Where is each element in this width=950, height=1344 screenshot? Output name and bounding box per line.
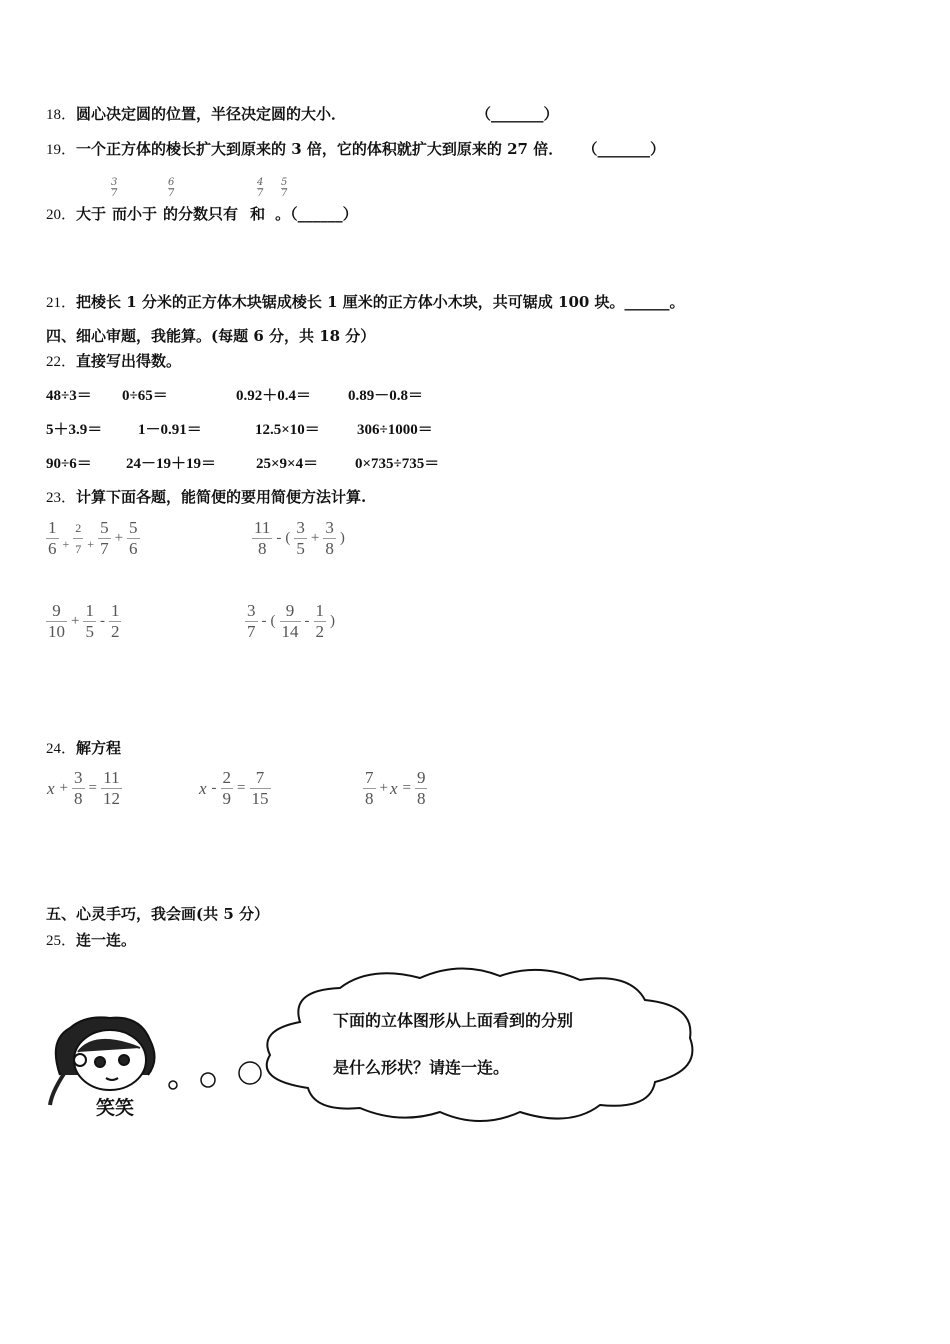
fraction: $\frac{5}{6}$ — [129, 518, 138, 558]
fraction: $\frac{1}{5}$ — [85, 601, 94, 641]
thought-illustration — [40, 960, 710, 1130]
expression-1: $\frac{1}{6}$ + $\frac{2}{7}$ + $\frac{5}{7}$ + $\frac{5}{6}$ — [48, 518, 138, 558]
section-5-title: 五、心灵手巧，我会画(共 5 分） — [46, 905, 269, 923]
question-text: 一个正方体的棱长扩大到原来的 3 倍，它的体积就扩大到原来的 27 倍． — [76, 140, 564, 158]
fraction: $\frac{1}{6}$ — [48, 518, 57, 558]
calc-item: 12.5×10＝ — [255, 422, 320, 438]
question-text: 把棱长 1 分米的正方体木块锯成棱长 1 厘米的正方体小木块，共可锯成 100 块。______。 — [76, 293, 685, 311]
fraction: $\frac{1}{2}$ — [110, 601, 120, 641]
calc-item: 1－0.91＝ — [138, 422, 202, 438]
question-22 — [46, 350, 181, 371]
question-number: 19． — [46, 142, 77, 158]
cloud-text-line1: 下面的立体图形从上面看到的分别 — [333, 1011, 574, 1030]
fraction: $\frac{7}{15}$ — [251, 768, 269, 808]
fraction: $\frac{3}{8}$ — [325, 518, 334, 558]
girl-icon — [50, 1017, 155, 1105]
fraction: $\frac{9}{10}$ — [48, 601, 65, 641]
calc-item: 0÷65＝ — [122, 388, 168, 404]
question-text: 圆心决定圆的位置，半径决定圆的大小． — [76, 105, 347, 123]
thought-dot-small — [169, 1081, 177, 1089]
question-21 — [46, 291, 685, 312]
fraction: $\frac{9}{14}$ — [281, 601, 299, 641]
equation-1: x + $\frac{3}{8}$ = $\frac{11}{12}$ — [47, 768, 120, 808]
answer-blank[interactable]: （_______） — [476, 105, 559, 123]
question-title: 直接写出得数。 — [76, 352, 182, 370]
question-24 — [46, 737, 121, 758]
question-title: 解方程 — [76, 739, 122, 757]
equation-2: x - $\frac{2}{9}$ = $\frac{7}{15}$ — [199, 768, 269, 808]
fraction: $\frac{2}{7}$ — [75, 521, 82, 556]
question-number: 18． — [46, 107, 77, 123]
calc-item: 5＋3.9＝ — [46, 422, 103, 438]
fraction: $\frac{2}{9}$ — [222, 768, 232, 808]
calc-item: 25×9×4＝ — [256, 456, 319, 472]
fraction: $\frac{3}{8}$ — [74, 768, 83, 808]
answer-blank[interactable]: （_______） — [582, 140, 665, 158]
thought-dot-large — [239, 1062, 261, 1084]
fraction: $\frac{11}{8}$ — [254, 518, 271, 558]
answer-blank[interactable]: 。（______） — [275, 205, 358, 223]
thought-dot-medium — [201, 1073, 215, 1087]
fraction: $\frac{1}{2}$ — [315, 601, 324, 641]
question-number: 21． — [46, 295, 77, 311]
fraction: $\frac{11}{12}$ — [102, 768, 120, 808]
equation-3: $\frac{7}{8}$ + x = $\frac{9}{8}$ — [365, 768, 426, 808]
calc-item: 0.92＋0.4＝ — [236, 388, 312, 404]
fraction-4-7: $\frac{4}{7}$ — [257, 177, 264, 199]
fraction: $\frac{7}{8}$ — [365, 768, 374, 808]
question-number: 24． — [46, 741, 77, 757]
question-20 — [46, 203, 358, 224]
expression-2: $\frac{11}{8}$ - ( $\frac{3}{5}$ + $\frac{3}{8}$ ) — [254, 518, 345, 558]
calc-item: 306÷1000＝ — [357, 422, 433, 438]
fraction: $\frac{3}{7}$ — [247, 601, 256, 641]
calc-item: 90÷6＝ — [46, 456, 92, 472]
calc-item: 24－19＋19＝ — [126, 456, 217, 472]
expression-4: $\frac{3}{7}$ - ( $\frac{9}{14}$ - $\frac{1}{2}$ ) — [247, 601, 335, 641]
question-25 — [46, 929, 136, 950]
question-number: 22． — [46, 354, 77, 370]
section-4-title: 四、细心审题，我能算。(每题 6 分，共 18 分） — [46, 327, 376, 345]
calc-item: 48÷3＝ — [46, 388, 92, 404]
calc-item: 0.89－0.8＝ — [348, 388, 424, 404]
calc-item: 0×735÷735＝ — [355, 456, 440, 472]
question-number: 23． — [46, 490, 77, 506]
question-number: 20． — [46, 207, 77, 223]
expression-3: $\frac{9}{10}$ + $\frac{1}{5}$ - $\frac{1}{2}$ — [48, 601, 120, 641]
cloud-text-line2: 是什么形状？请连一连。 — [333, 1058, 510, 1077]
fraction: $\frac{9}{8}$ — [416, 768, 426, 808]
question-18 — [46, 103, 346, 124]
question-23 — [46, 486, 366, 507]
question-text-4: 和 — [250, 205, 266, 223]
question-text-1: 大于 — [76, 205, 107, 223]
girl-caption: 笑笑 — [96, 1097, 135, 1119]
fraction-6-7: $\frac{6}{7}$ — [168, 177, 175, 199]
fraction: $\frac{3}{5}$ — [296, 518, 305, 558]
question-title: 连一连。 — [76, 931, 137, 949]
fraction-5-7: $\frac{5}{7}$ — [281, 177, 288, 199]
thought-cloud — [267, 968, 693, 1121]
question-title: 计算下面各题，能简便的要用简便方法计算. — [76, 488, 367, 506]
question-number: 25． — [46, 933, 77, 949]
question-text-3: 的分数只有 — [163, 205, 239, 223]
fraction-3-7: $\frac{3}{7}$ — [111, 177, 118, 199]
question-19 — [46, 138, 665, 159]
fraction: $\frac{5}{7}$ — [100, 518, 109, 558]
question-text-2: 而小于 — [112, 205, 158, 223]
